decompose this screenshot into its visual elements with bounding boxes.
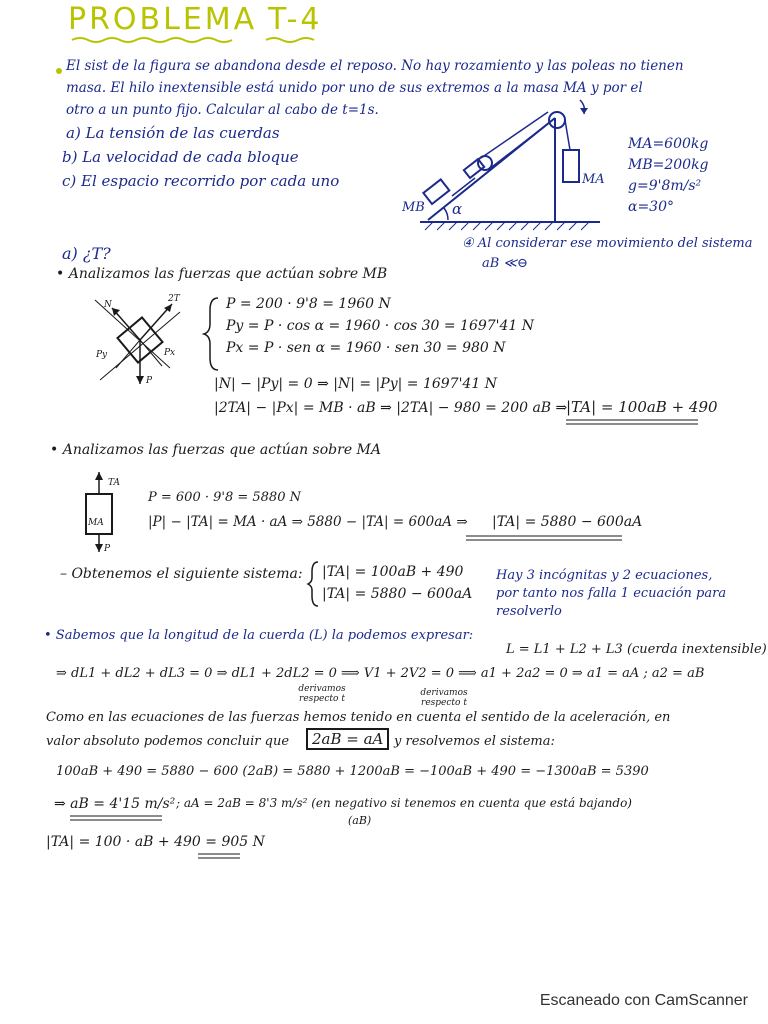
mb-fbd-py: Py — [96, 350, 108, 360]
mb-eq-3: Px = P · sen α = 1960 · sen 30 = 980 N — [226, 340, 506, 356]
solve-eq: 100aB + 490 = 5880 − 600 (2aB) = 5880 + 1200aB = −100aB + 490 = −1300aB = 5390 — [56, 764, 649, 779]
data-mb: MB=200kg — [628, 157, 709, 173]
part-a: a) La tensión de las cuerdas — [66, 124, 280, 142]
mb-eq-5: |2TA| − |Px| = MB · aB ⇒ |2TA| − 980 = 200 aB ⇒ — [214, 400, 568, 416]
conclusion-box: 2aB = aA — [306, 728, 389, 750]
figure-note-1: ④ Al considerar ese movimiento del sistema — [462, 236, 753, 251]
system-eq-2: |TA| = 5880 − 600aA — [322, 586, 473, 602]
result-aa-sub: (aB) — [348, 814, 372, 827]
mb-fbd-ta: 2T — [168, 294, 180, 304]
figure-label-ma: MA — [582, 172, 605, 187]
ma-fbd-m: MA — [88, 518, 104, 528]
system-note-1: Hay 3 incógnitas y 2 ecuaciones, — [496, 568, 713, 583]
problem-code: T-4 — [268, 2, 323, 37]
ma-fbd-t: TA — [108, 478, 121, 488]
ma-eq-2: |P| − |TA| = MA · aA ⇒ 5880 − |TA| = 600aA ⇒ — [148, 514, 468, 530]
statement-line-3: otro a un punto fijo. Calcular al cabo de t=1s. — [66, 102, 379, 118]
figure-note-2: aB ≪⊖ — [482, 256, 528, 271]
system-eq-1: |TA| = 100aB + 490 — [322, 564, 464, 580]
rope-eq-main: ⇒ dL1 + dL2 + dL3 = 0 ⇒ dL1 + 2dL2 = 0 ⟹ V1 + 2V2 = 0 ⟹ a1 + 2a2 = 0 ⇒ a1 = aA ; a2 = aB — [56, 666, 705, 681]
system-heading: – Obtenemos el siguiente sistema: — [60, 566, 303, 582]
rope-eq-length: L = L1 + L2 + L3 (cuerda inextensible) — [506, 642, 767, 657]
camscanner-watermark: Escaneado con CamScanner — [539, 992, 748, 1009]
derivamos-label-1: derivamos respecto t — [298, 684, 346, 704]
rope-heading: • Sabemos que la longitud de la cuerda (L) la podemos expresar: — [44, 628, 474, 643]
mb-fbd-p: P — [146, 376, 153, 386]
part-b: b) La velocidad de cada bloque — [62, 148, 299, 166]
mb-fbd-px: Px — [164, 348, 176, 358]
page-title: PROBLEMA — [68, 2, 258, 37]
mb-eq-2: Py = P · cos α = 1960 · cos 30 = 1697'41 N — [226, 318, 535, 334]
ma-heading: • Analizamos las fuerzas que actúan sobre MA — [50, 442, 381, 458]
mb-eq-5-result: |TA| = 100aB + 490 — [566, 398, 718, 416]
result-t: |TA| = 100 · aB + 490 = 905 N — [46, 834, 265, 850]
section-a-heading: a) ¿T? — [62, 244, 111, 263]
statement-line-2: masa. El hilo inextensible está unido por uno de sus extremos a la masa MA y por el — [66, 80, 643, 96]
statement-line-1: El sist de la figura se abandona desde el reposo. No hay rozamiento y las poleas no tienen — [66, 58, 684, 74]
part-c: c) El espacio recorrido por cada uno — [62, 172, 340, 190]
data-g: g=9'8m/s² — [628, 178, 702, 194]
data-ma: MA=600kg — [628, 136, 709, 152]
mb-heading: • Analizamos las fuerzas que actúan sobre MB — [56, 266, 388, 282]
mb-eq-4: |N| − |Py| = 0 ⇒ |N| = |Py| = 1697'41 N — [214, 376, 497, 392]
conclusion-line-1: Como en las ecuaciones de las fuerzas hemos tenido en cuenta el sentido de la aceleración, en — [46, 710, 671, 725]
ma-eq-1: P = 600 · 9'8 = 5880 N — [148, 490, 301, 505]
system-note-2: por tanto nos falla 1 ecuación para — [496, 586, 727, 601]
derivamos-label-2: derivamos respecto t — [420, 688, 468, 708]
figure-label-alpha: α — [452, 200, 463, 218]
ma-fbd-p: P — [104, 544, 111, 554]
data-alpha: α=30° — [628, 199, 674, 215]
ma-eq-2-result: |TA| = 5880 − 600aA — [492, 514, 643, 530]
result-ab: ⇒ aB = 4'15 m/s² — [54, 796, 176, 812]
figure-label-mb: MB — [402, 200, 425, 215]
conclusion-line-2b: y resolvemos el sistema: — [394, 734, 555, 749]
conclusion-line-2a: valor absoluto podemos concluir que — [46, 734, 290, 749]
mb-eq-1: P = 200 · 9'8 = 1960 N — [226, 296, 391, 312]
result-aa: ; aA = 2aB = 8'3 m/s² (en negativo si tenemos en cuenta que está bajando) — [176, 796, 632, 810]
mb-fbd-n: N — [104, 300, 112, 310]
system-note-3: resolverlo — [496, 604, 562, 619]
